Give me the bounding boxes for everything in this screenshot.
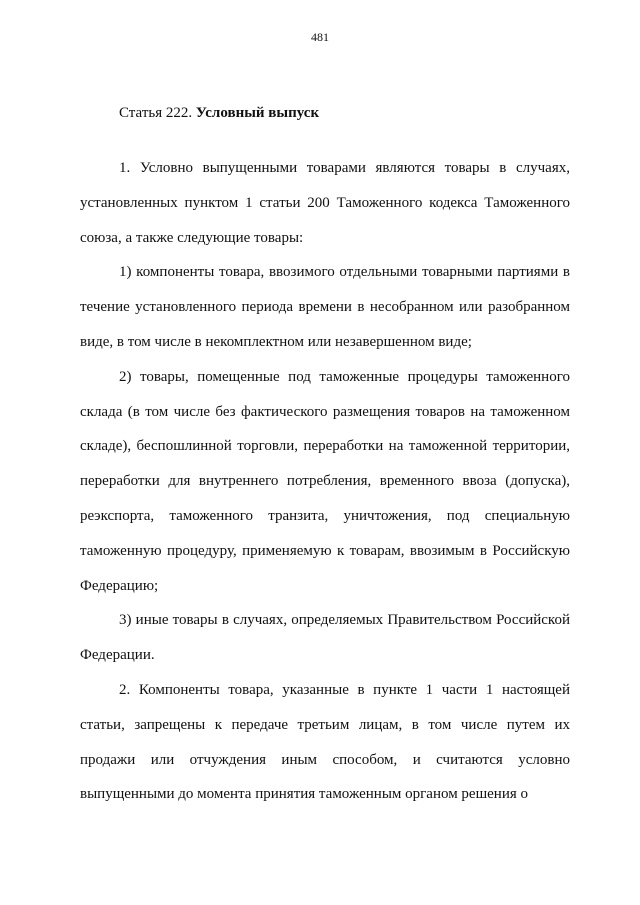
paragraph-2: 2. Компоненты товара, указанные в пункте 1 части 1 настоящей статьи, запрещены к передаче третьим лицам, в том числе путем их продажи или отчуждения иным способом, и считаются условно выпущенными до момента принятия таможенным органом решения о — [80, 681, 570, 803]
paragraph-item-3: 3) иные товары в случаях, определяемых Правительством Российской Федерации. — [80, 612, 570, 664]
article-label: Статья 222. — [119, 105, 193, 121]
paragraph-item-2: 2) товары, помещенные под таможенные процедуры таможенного склада (в том числе без фактического размещения товаров на таможенном складе), беспошлинной торговли, переработки на таможенной территории, переработки для внутреннего потребления, временного ввоза (допуска), реэкспорта, таможенного транзита, уничтожения, под специальную таможенную процедуру, применяемую к товарам, ввозимым в Российскую Федерацию; — [80, 368, 570, 594]
paragraph-1: 1. Условно выпущенными товарами являются товары в случаях, установленных пунктом 1 статьи 200 Таможенного кодекса Таможенного союза, а также следующие товары: — [80, 160, 570, 246]
article-heading — [119, 103, 319, 123]
article-title: Условный выпуск — [195, 105, 320, 121]
page-number: 481 — [311, 30, 329, 44]
paragraph-item-1: 1) компоненты товара, ввозимого отдельными товарными партиями в течение установленного периода времени в несобранном или разобранном виде, в том числе в некомплектном или незавершенном виде; — [80, 264, 570, 350]
article-body — [80, 151, 570, 812]
